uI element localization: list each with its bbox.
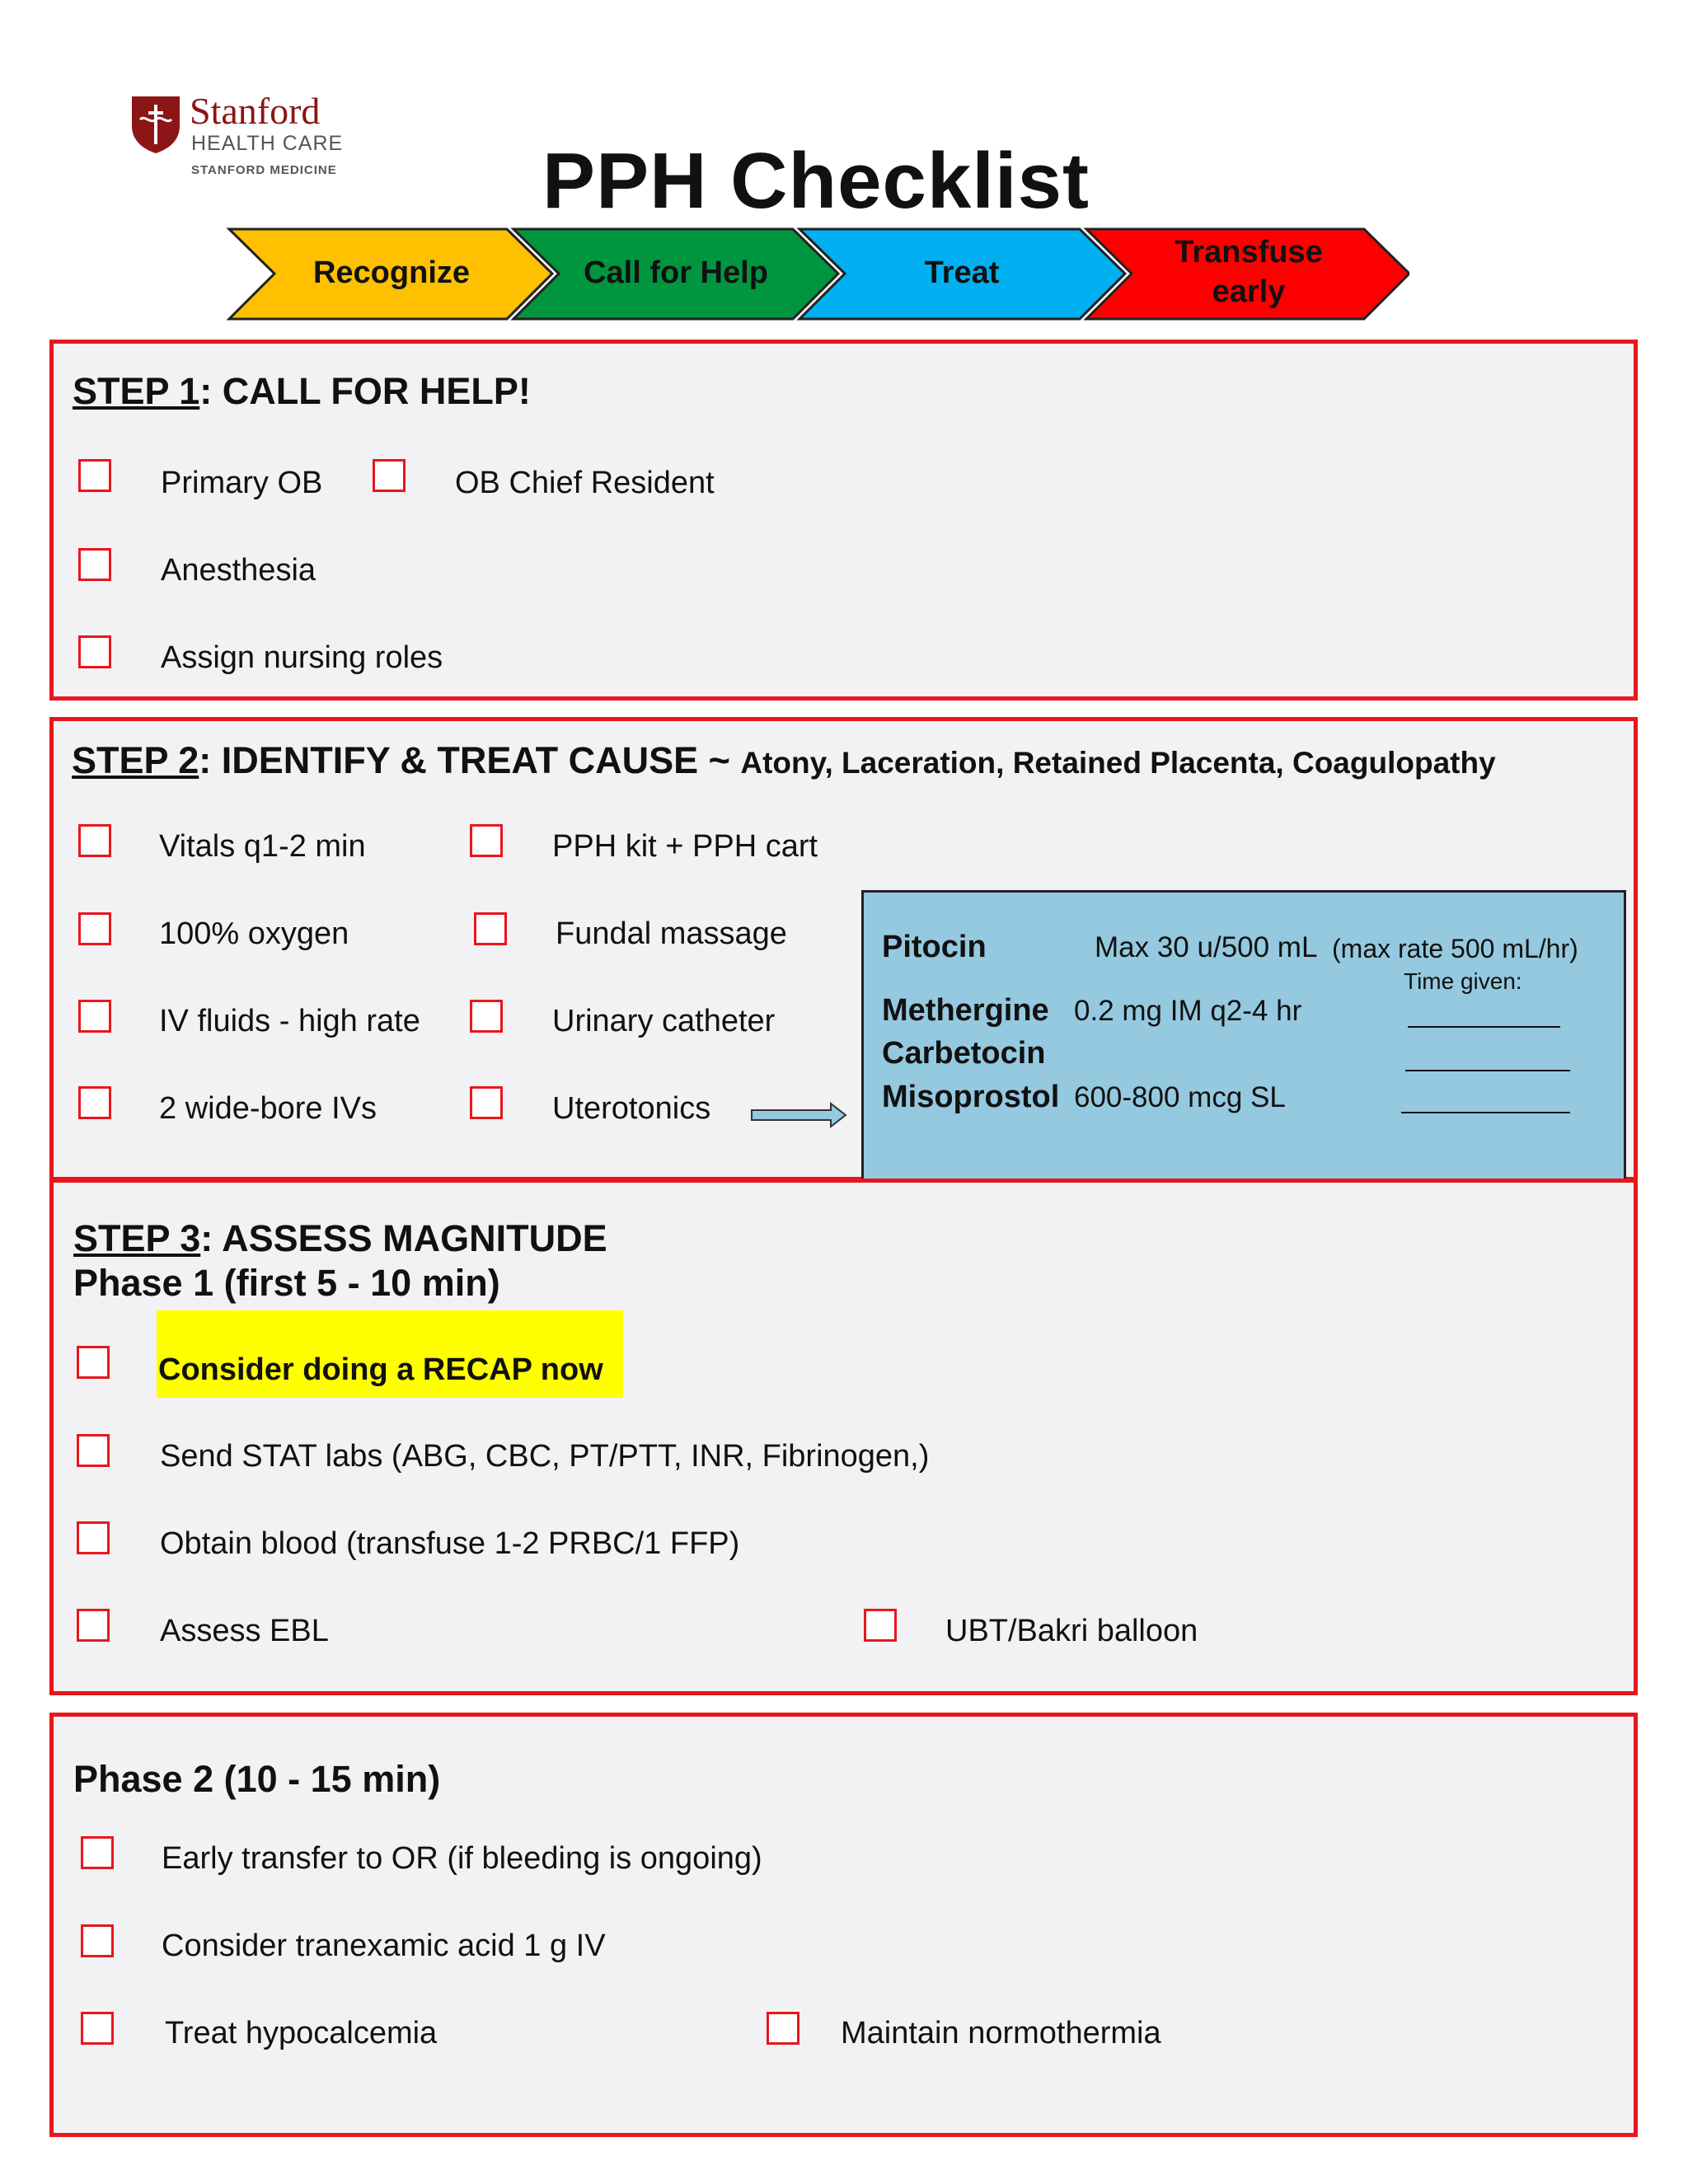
label-urinary-catheter: Urinary catheter bbox=[552, 1004, 776, 1038]
phase1-heading: Phase 1 (first 5 - 10 min) bbox=[73, 1262, 500, 1304]
chevron-label-early: early bbox=[1212, 274, 1286, 309]
checkbox-assign-nursing-roles[interactable] bbox=[78, 635, 111, 668]
phase2-section bbox=[49, 1713, 1638, 2137]
med-pitocin-dose: Max 30 u/500 mL bbox=[1095, 931, 1318, 963]
step3-heading: STEP 3: ASSESS MAGNITUDE bbox=[73, 1217, 607, 1259]
label-uterotonics: Uterotonics bbox=[552, 1091, 711, 1126]
label-iv-fluids: IV fluids - high rate bbox=[159, 1004, 420, 1038]
logo-line2: STANFORD MEDICINE bbox=[191, 163, 337, 177]
label-obtain-blood: Obtain blood (transfuse 1-2 PRBC/1 FFP) bbox=[160, 1526, 740, 1561]
chevron-label-call-for-help: Call for Help bbox=[584, 255, 768, 290]
step2-heading: STEP 2: IDENTIFY & TREAT CAUSE ~ Atony, Laceration, Retained Placenta, Coagulopathy bbox=[72, 739, 1496, 781]
stanford-logo bbox=[130, 91, 345, 177]
logo-line1: HEALTH CARE bbox=[191, 132, 344, 155]
logo-brand: Stanford bbox=[190, 90, 321, 132]
checkbox-anesthesia[interactable] bbox=[78, 548, 111, 581]
label-assess-ebl: Assess EBL bbox=[160, 1614, 329, 1648]
label-anesthesia: Anesthesia bbox=[161, 553, 316, 588]
checkbox-recap[interactable] bbox=[77, 1346, 110, 1379]
med-pitocin-name: Pitocin bbox=[882, 930, 987, 964]
checkbox-tranexamic-acid[interactable] bbox=[81, 1924, 114, 1957]
time-given-label: Time given: bbox=[1404, 968, 1522, 994]
time-blank-methergine[interactable] bbox=[1408, 1026, 1560, 1028]
checkbox-urinary-catheter[interactable] bbox=[470, 1000, 503, 1033]
checkbox-ob-chief-resident[interactable] bbox=[373, 459, 406, 492]
checkbox-stat-labs[interactable] bbox=[77, 1434, 110, 1467]
label-early-transfer: Early transfer to OR (if bleeding is ongoing) bbox=[162, 1841, 762, 1876]
med-methergine-dose: 0.2 mg IM q2-4 hr bbox=[1074, 995, 1302, 1027]
checkbox-assess-ebl[interactable] bbox=[77, 1609, 110, 1642]
checkbox-ubt-bakri[interactable] bbox=[864, 1609, 897, 1642]
stanford-shield-icon bbox=[130, 95, 181, 154]
label-oxygen: 100% oxygen bbox=[159, 916, 349, 951]
med-misoprostol-name: Misoprostol bbox=[882, 1080, 1060, 1114]
label-recap: Consider doing a RECAP now bbox=[158, 1352, 603, 1387]
checkbox-obtain-blood[interactable] bbox=[77, 1521, 110, 1554]
page-title: PPH Checklist bbox=[542, 137, 1090, 225]
label-tranexamic-acid: Consider tranexamic acid 1 g IV bbox=[162, 1929, 606, 1963]
med-misoprostol-dose: 600-800 mcg SL bbox=[1074, 1081, 1286, 1113]
step1-section bbox=[49, 340, 1638, 701]
checkbox-uterotonics[interactable] bbox=[470, 1086, 503, 1119]
phase2-heading: Phase 2 (10 - 15 min) bbox=[73, 1758, 441, 1800]
steps-chevron-bar bbox=[223, 223, 1409, 326]
med-pitocin-note: (max rate 500 mL/hr) bbox=[1332, 934, 1578, 963]
checkbox-wide-bore-ivs[interactable] bbox=[78, 1086, 111, 1119]
label-primary-ob: Primary OB bbox=[161, 466, 323, 500]
label-ob-chief-resident: OB Chief Resident bbox=[455, 466, 715, 500]
med-carbetocin-name: Carbetocin bbox=[882, 1036, 1046, 1071]
time-blank-carbetocin[interactable] bbox=[1405, 1070, 1570, 1071]
checkbox-oxygen[interactable] bbox=[78, 912, 111, 945]
checkbox-fundal-massage[interactable] bbox=[474, 912, 507, 945]
label-assign-nursing-roles: Assign nursing roles bbox=[161, 640, 443, 675]
label-ubt-bakri: UBT/Bakri balloon bbox=[945, 1614, 1198, 1648]
time-blank-misoprostol[interactable] bbox=[1401, 1112, 1570, 1113]
chevron-label-recognize: Recognize bbox=[312, 255, 471, 290]
step1-heading: STEP 1: CALL FOR HELP! bbox=[73, 370, 531, 412]
checkbox-primary-ob[interactable] bbox=[78, 459, 111, 492]
chevron-label-transfuse: Transfuse bbox=[1175, 235, 1323, 269]
label-normothermia: Maintain normothermia bbox=[841, 2016, 1161, 2050]
checkbox-iv-fluids[interactable] bbox=[78, 1000, 111, 1033]
label-wide-bore-ivs: 2 wide-bore IVs bbox=[159, 1091, 377, 1126]
label-pph-kit: PPH kit + PPH cart bbox=[552, 829, 818, 864]
checkbox-vitals[interactable] bbox=[78, 824, 111, 857]
label-fundal-massage: Fundal massage bbox=[556, 916, 787, 951]
arrow-right-icon bbox=[750, 1100, 849, 1130]
checkbox-normothermia[interactable] bbox=[767, 2012, 799, 2045]
checkbox-pph-kit[interactable] bbox=[470, 824, 503, 857]
checkbox-hypocalcemia[interactable] bbox=[81, 2012, 114, 2045]
chevron-label-treat: Treat bbox=[924, 255, 1000, 290]
uterotonic-dosing-box bbox=[861, 890, 1626, 1183]
label-hypocalcemia: Treat hypocalcemia bbox=[165, 2016, 438, 2050]
med-methergine-name: Methergine bbox=[882, 993, 1049, 1028]
label-stat-labs: Send STAT labs (ABG, CBC, PT/PTT, INR, Fibrinogen,) bbox=[160, 1439, 930, 1474]
checkbox-early-transfer[interactable] bbox=[81, 1836, 114, 1869]
label-vitals: Vitals q1-2 min bbox=[159, 829, 366, 864]
